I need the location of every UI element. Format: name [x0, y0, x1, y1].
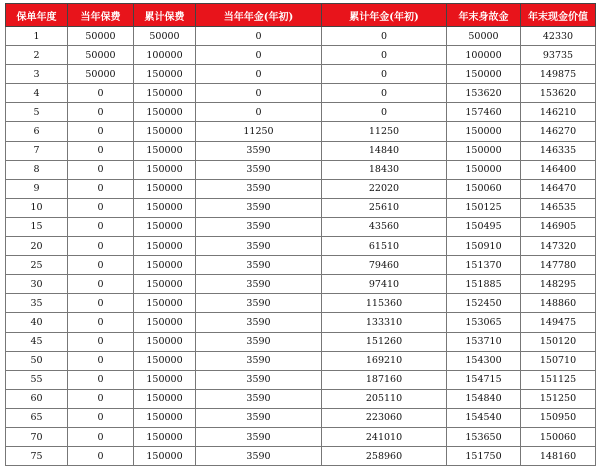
- cell-policy-year: 8: [6, 160, 68, 179]
- cell-cumulative-premium: 150000: [134, 141, 196, 160]
- cell-annual-annuity: 3590: [196, 217, 322, 236]
- cell-policy-year: 35: [6, 294, 68, 313]
- cell-cumulative-annuity: 169210: [322, 351, 447, 370]
- cell-cash-value: 146535: [521, 198, 596, 217]
- cell-policy-year: 60: [6, 389, 68, 408]
- cell-cumulative-premium: 150000: [134, 256, 196, 275]
- cell-cash-value: 150060: [521, 427, 596, 446]
- cell-policy-year: 20: [6, 237, 68, 256]
- table-row: [6, 351, 596, 370]
- cell-cumulative-premium: 150000: [134, 198, 196, 217]
- cell-death-benefit: 154300: [447, 351, 521, 370]
- cell-death-benefit: 150000: [447, 141, 521, 160]
- cell-annual-premium: 0: [68, 160, 134, 179]
- cell-policy-year: 40: [6, 313, 68, 332]
- cell-death-benefit: 50000: [447, 27, 521, 46]
- cell-annual-annuity: 0: [196, 84, 322, 103]
- cell-cash-value: 151250: [521, 389, 596, 408]
- cell-death-benefit: 153620: [447, 84, 521, 103]
- table-row: [6, 275, 596, 294]
- cell-annual-premium: 0: [68, 313, 134, 332]
- cell-annual-premium: 0: [68, 179, 134, 198]
- cell-death-benefit: 150000: [447, 122, 521, 141]
- cell-cumulative-premium: 150000: [134, 217, 196, 236]
- cell-annual-annuity: 3590: [196, 427, 322, 446]
- cell-cumulative-premium: 150000: [134, 275, 196, 294]
- cell-cumulative-annuity: 258960: [322, 447, 447, 466]
- cell-cumulative-premium: 150000: [134, 332, 196, 351]
- cell-cash-value: 148860: [521, 294, 596, 313]
- cell-annual-annuity: 3590: [196, 160, 322, 179]
- cell-cumulative-annuity: 22020: [322, 179, 447, 198]
- cell-cumulative-annuity: 11250: [322, 122, 447, 141]
- cell-cumulative-annuity: 0: [322, 46, 447, 65]
- cell-cash-value: 148295: [521, 275, 596, 294]
- cell-cumulative-annuity: 133310: [322, 313, 447, 332]
- table-row: [6, 27, 596, 46]
- cell-annual-annuity: 3590: [196, 447, 322, 466]
- cell-cumulative-annuity: 0: [322, 103, 447, 122]
- cell-cash-value: 150710: [521, 351, 596, 370]
- cell-annual-premium: 0: [68, 103, 134, 122]
- cell-annual-annuity: 0: [196, 27, 322, 46]
- cell-policy-year: 55: [6, 370, 68, 389]
- cell-death-benefit: 151750: [447, 447, 521, 466]
- cell-cumulative-premium: 150000: [134, 179, 196, 198]
- cell-death-benefit: 150000: [447, 160, 521, 179]
- cell-cumulative-premium: 150000: [134, 65, 196, 84]
- table-row: [6, 65, 596, 84]
- cell-annual-premium: 0: [68, 217, 134, 236]
- table-row: [6, 217, 596, 236]
- cell-annual-annuity: 3590: [196, 370, 322, 389]
- cell-death-benefit: 150910: [447, 237, 521, 256]
- cell-cumulative-premium: 150000: [134, 294, 196, 313]
- table-row: [6, 237, 596, 256]
- cell-annual-premium: 0: [68, 427, 134, 446]
- cell-cumulative-premium: 150000: [134, 103, 196, 122]
- cell-cumulative-premium: 150000: [134, 237, 196, 256]
- cell-death-benefit: 154715: [447, 370, 521, 389]
- cell-policy-year: 2: [6, 46, 68, 65]
- cell-death-benefit: 150060: [447, 179, 521, 198]
- cell-policy-year: 7: [6, 141, 68, 160]
- cell-policy-year: 3: [6, 65, 68, 84]
- cell-cash-value: 146270: [521, 122, 596, 141]
- cell-cash-value: 146400: [521, 160, 596, 179]
- cell-death-benefit: 152450: [447, 294, 521, 313]
- cell-cumulative-premium: 150000: [134, 408, 196, 427]
- cell-policy-year: 50: [6, 351, 68, 370]
- header-cumulative-premium: 累计保费: [134, 4, 196, 27]
- cell-annual-premium: 0: [68, 389, 134, 408]
- cell-annual-premium: 0: [68, 122, 134, 141]
- cell-annual-premium: 0: [68, 351, 134, 370]
- cell-cumulative-annuity: 151260: [322, 332, 447, 351]
- cell-death-benefit: 150495: [447, 217, 521, 236]
- table-row: [6, 389, 596, 408]
- cell-policy-year: 1: [6, 27, 68, 46]
- cell-cash-value: 153620: [521, 84, 596, 103]
- table-row: [6, 427, 596, 446]
- cell-policy-year: 25: [6, 256, 68, 275]
- table-row: [6, 84, 596, 103]
- cell-cumulative-annuity: 14840: [322, 141, 447, 160]
- cell-policy-year: 4: [6, 84, 68, 103]
- cell-cumulative-annuity: 25610: [322, 198, 447, 217]
- cell-annual-annuity: 0: [196, 103, 322, 122]
- cell-cumulative-premium: 150000: [134, 389, 196, 408]
- cell-cumulative-annuity: 79460: [322, 256, 447, 275]
- header-annual-premium: 当年保费: [68, 4, 134, 27]
- cell-cumulative-annuity: 223060: [322, 408, 447, 427]
- cell-death-benefit: 153710: [447, 332, 521, 351]
- cell-cash-value: 150120: [521, 332, 596, 351]
- table-row: [6, 256, 596, 275]
- cell-cumulative-premium: 150000: [134, 84, 196, 103]
- cell-annual-annuity: 0: [196, 65, 322, 84]
- cell-cumulative-annuity: 43560: [322, 217, 447, 236]
- cell-cumulative-annuity: 115360: [322, 294, 447, 313]
- cell-cumulative-annuity: 0: [322, 84, 447, 103]
- cell-annual-premium: 0: [68, 447, 134, 466]
- cell-annual-annuity: 3590: [196, 351, 322, 370]
- cell-annual-annuity: 3590: [196, 389, 322, 408]
- cell-annual-annuity: 3590: [196, 237, 322, 256]
- header-death-benefit: 年末身故金: [447, 4, 521, 27]
- cell-cumulative-annuity: 187160: [322, 370, 447, 389]
- cell-annual-annuity: 3590: [196, 198, 322, 217]
- cell-annual-premium: 50000: [68, 27, 134, 46]
- cell-cash-value: 146335: [521, 141, 596, 160]
- cell-policy-year: 15: [6, 217, 68, 236]
- table-row: [6, 313, 596, 332]
- cell-annual-premium: 0: [68, 370, 134, 389]
- cell-annual-premium: 0: [68, 198, 134, 217]
- table-row: [6, 294, 596, 313]
- cell-death-benefit: 153065: [447, 313, 521, 332]
- cell-annual-premium: 0: [68, 141, 134, 160]
- cell-annual-annuity: 3590: [196, 141, 322, 160]
- cell-death-benefit: 154540: [447, 408, 521, 427]
- cell-policy-year: 65: [6, 408, 68, 427]
- cell-policy-year: 9: [6, 179, 68, 198]
- cell-cumulative-premium: 100000: [134, 46, 196, 65]
- cell-annual-premium: 0: [68, 84, 134, 103]
- cell-death-benefit: 154840: [447, 389, 521, 408]
- cell-cumulative-premium: 150000: [134, 447, 196, 466]
- cell-cash-value: 151125: [521, 370, 596, 389]
- table-row: [6, 141, 596, 160]
- cell-cash-value: 150950: [521, 408, 596, 427]
- cell-death-benefit: 150000: [447, 65, 521, 84]
- cell-cash-value: 146905: [521, 217, 596, 236]
- cell-cash-value: 148160: [521, 447, 596, 466]
- table-row: [6, 103, 596, 122]
- cell-annual-premium: 0: [68, 275, 134, 294]
- table-row: [6, 122, 596, 141]
- cell-death-benefit: 151370: [447, 256, 521, 275]
- cell-annual-annuity: 3590: [196, 332, 322, 351]
- cell-cumulative-premium: 150000: [134, 313, 196, 332]
- cell-annual-premium: 0: [68, 294, 134, 313]
- cell-cumulative-premium: 150000: [134, 160, 196, 179]
- cell-annual-premium: 0: [68, 332, 134, 351]
- cell-annual-premium: 0: [68, 237, 134, 256]
- cell-cumulative-annuity: 18430: [322, 160, 447, 179]
- cell-cash-value: 147320: [521, 237, 596, 256]
- cell-annual-premium: 50000: [68, 65, 134, 84]
- cell-cash-value: 42330: [521, 27, 596, 46]
- table-row: [6, 179, 596, 198]
- header-cumulative-annuity: 累计年金(年初): [322, 4, 447, 27]
- cell-death-benefit: 100000: [447, 46, 521, 65]
- cell-policy-year: 30: [6, 275, 68, 294]
- table-row: [6, 198, 596, 217]
- cell-annual-annuity: 3590: [196, 179, 322, 198]
- cell-annual-annuity: 3590: [196, 275, 322, 294]
- cell-death-benefit: 157460: [447, 103, 521, 122]
- cell-policy-year: 6: [6, 122, 68, 141]
- cell-cumulative-annuity: 0: [322, 65, 447, 84]
- cell-annual-premium: 50000: [68, 46, 134, 65]
- cell-cumulative-annuity: 205110: [322, 389, 447, 408]
- cell-cumulative-annuity: 97410: [322, 275, 447, 294]
- header-annual-annuity: 当年年金(年初): [196, 4, 322, 27]
- cell-cash-value: 146470: [521, 179, 596, 198]
- table-row: [6, 160, 596, 179]
- cell-cumulative-annuity: 61510: [322, 237, 447, 256]
- cell-annual-annuity: 3590: [196, 256, 322, 275]
- cell-annual-annuity: 3590: [196, 313, 322, 332]
- header-row: [6, 4, 596, 27]
- cell-annual-annuity: 11250: [196, 122, 322, 141]
- cell-cumulative-premium: 150000: [134, 351, 196, 370]
- cell-annual-annuity: 3590: [196, 294, 322, 313]
- cell-cumulative-annuity: 241010: [322, 427, 447, 446]
- cell-cash-value: 146210: [521, 103, 596, 122]
- cell-annual-annuity: 3590: [196, 408, 322, 427]
- benefit-table: [5, 3, 596, 466]
- cell-policy-year: 10: [6, 198, 68, 217]
- cell-cumulative-annuity: 0: [322, 27, 447, 46]
- cell-death-benefit: 151885: [447, 275, 521, 294]
- header-policy-year: 保单年度: [6, 4, 68, 27]
- cell-policy-year: 45: [6, 332, 68, 351]
- cell-cumulative-premium: 50000: [134, 27, 196, 46]
- cell-cash-value: 149875: [521, 65, 596, 84]
- cell-cash-value: 149475: [521, 313, 596, 332]
- table-row: [6, 332, 596, 351]
- cell-death-benefit: 153650: [447, 427, 521, 446]
- cell-cumulative-premium: 150000: [134, 427, 196, 446]
- table-row: [6, 370, 596, 389]
- table-row: [6, 408, 596, 427]
- cell-cash-value: 93735: [521, 46, 596, 65]
- cell-cumulative-premium: 150000: [134, 370, 196, 389]
- header-cash-value: 年末现金价值: [521, 4, 596, 27]
- cell-cash-value: 147780: [521, 256, 596, 275]
- table-row: [6, 46, 596, 65]
- cell-annual-premium: 0: [68, 256, 134, 275]
- cell-annual-annuity: 0: [196, 46, 322, 65]
- cell-policy-year: 75: [6, 447, 68, 466]
- cell-policy-year: 70: [6, 427, 68, 446]
- cell-cumulative-premium: 150000: [134, 122, 196, 141]
- cell-policy-year: 5: [6, 103, 68, 122]
- table-row: [6, 447, 596, 466]
- cell-annual-premium: 0: [68, 408, 134, 427]
- cell-death-benefit: 150125: [447, 198, 521, 217]
